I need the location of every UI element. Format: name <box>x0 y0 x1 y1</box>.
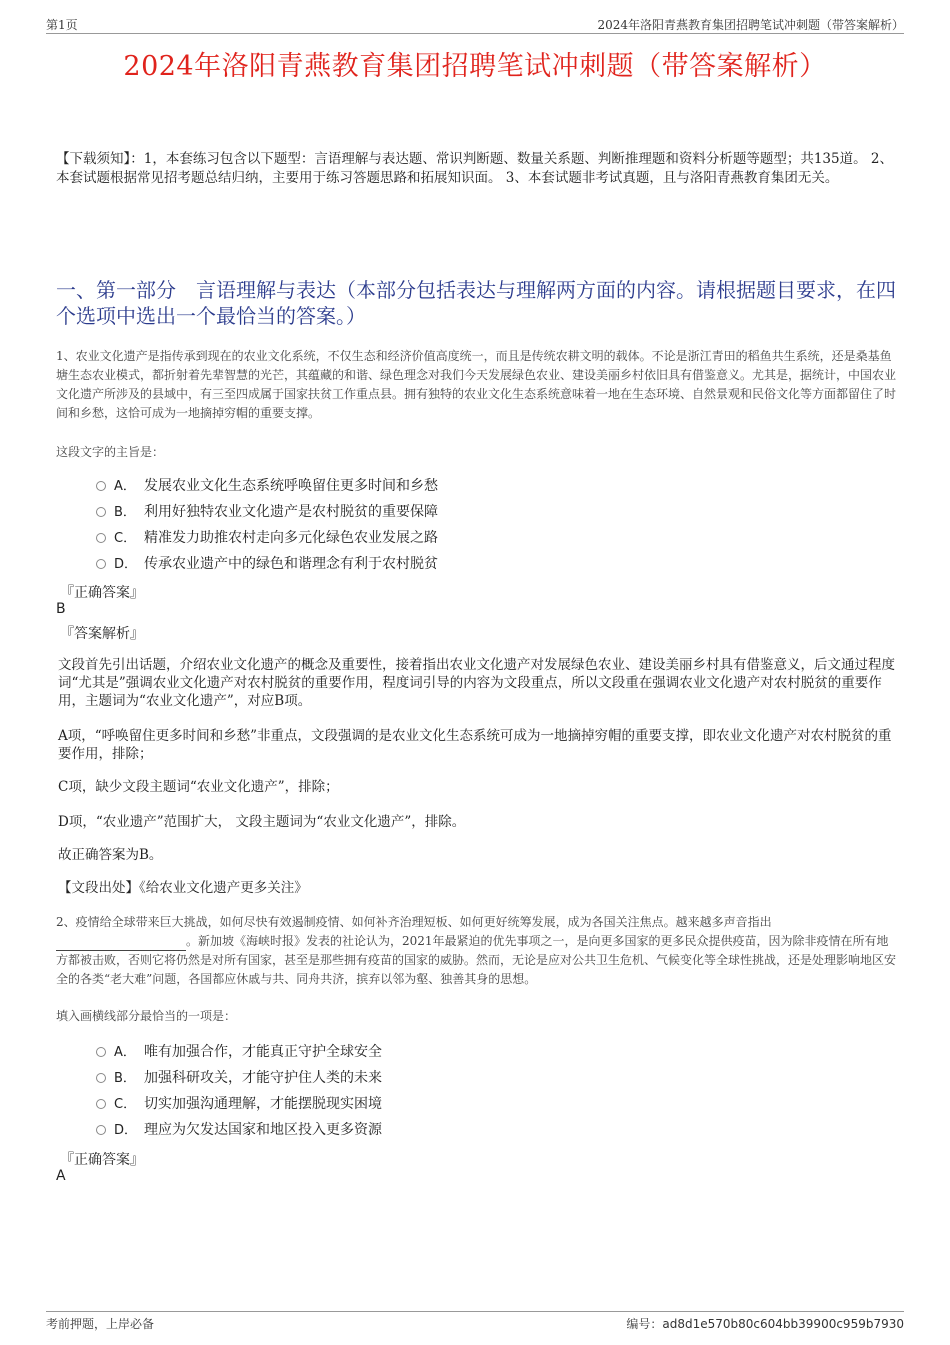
question-2-prompt: 填入画横线部分最恰当的一项是： <box>56 1009 237 1023</box>
analysis-paragraph: A项，“呼唤留住更多时间和乡愁”非重点，文段强调的是农业文化生态系统可成为一地摘掉穷帽的重要支撑，即农业文化遗产对农村脱贫的重要作用，排除； <box>58 728 892 762</box>
option-a[interactable]: A． 发展农业文化生态系统呼唤留住更多时间和乡愁 <box>96 473 856 499</box>
page-footer <box>46 1311 904 1331</box>
radio-icon[interactable] <box>96 559 106 569</box>
option-d[interactable]: D． 理应为欠发达国家和地区投入更多资源 <box>96 1117 856 1143</box>
analysis-label: 『答案解析』 <box>60 626 144 642</box>
analysis-paragraph: D项，“农业遗产”范围扩大， 文段主题词为“农业文化遗产”，排除。 <box>58 814 466 830</box>
radio-icon[interactable] <box>96 1099 106 1109</box>
question-2-text: 2、疫情给全球带来巨大挑战，如何尽快有效遏制疫情、如何补齐治理短板、如何更好统筹发展，成为各国关注焦点。越来越多声音指出 。新加坡《海峡时报》发表的社论认为，2021年最紧迫的优先事项之一，是向更多国家的更多民众提供疫苗，因为除非疫情在所有地方都被击败，否则它将仍然是对所有国家，甚至是那些拥有疫苗的国家的威胁。然而，无论是应对公共卫生危机、气候变化等全球性挑战，还是处理影响地区安全的各类“老大难”问题，各国都应休戚与共、同舟共济，摈弃以邻为壑、独善其身的思想。 <box>56 915 897 986</box>
radio-icon[interactable] <box>96 1125 106 1135</box>
source-citation: 【文段出处】《给农业文化遗产更多关注》 <box>58 880 308 896</box>
footer-slogan: 考前押题，上岸必备 <box>46 1317 155 1331</box>
radio-icon[interactable] <box>96 481 106 491</box>
page-header <box>46 14 904 34</box>
analysis-paragraph: C项，缺少文段主题词“农业文化遗产”，排除； <box>58 779 339 795</box>
download-notice: 【下载须知】：1，本套练习包含以下题型：言语理解与表达题、常识判断题、数量关系题、判断推理题和资料分析题等题型；共135道。 2、本套试题根据常见招考题总结归纳，主要用于练习答题思路和拓展知识面。 3、本套试题非考试真题，且与洛阳青燕教育集团无关。 <box>56 151 893 186</box>
option-b[interactable]: B． 加强科研攻关，才能守护住人类的未来 <box>96 1065 856 1091</box>
question-2-options <box>96 1039 856 1143</box>
radio-icon[interactable] <box>96 507 106 517</box>
option-b[interactable]: B． 利用好独特农业文化遗产是农村脱贫的重要保障 <box>96 499 856 525</box>
option-c[interactable]: C． 精准发力助推农村走向多元化绿色农业发展之路 <box>96 525 856 551</box>
option-a[interactable]: A． 唯有加强合作，才能真正守护全球安全 <box>96 1039 856 1065</box>
option-d[interactable]: D． 传承农业遗产中的绿色和谐理念有利于农村脱贫 <box>96 551 856 577</box>
answer-label: 『正确答案』 <box>60 585 144 601</box>
doc-title: 2024年洛阳青燕教育集团招聘笔试冲刺题（带答案解析） <box>123 51 827 82</box>
page-number: 第1页 <box>46 18 78 32</box>
fill-blank <box>56 938 186 951</box>
question-1-text: 1、农业文化遗产是指传承到现在的农业文化系统，不仅生态和经济价值高度统一，而且是传统农耕文明的载体。不论是浙江青田的稻鱼共生系统，还是桑基鱼塘生态农业模式，都折射着先辈智慧的光芒，其蕴藏的和谐、绿色理念对我们今天发展绿色农业、建设美丽乡村依旧具有借鉴意义。尤其是，据统计，中国农业文化遗产所涉及的县域中，有三至四成属于国家扶贫工作重点县。拥有独特的农业文化生态系统意味着一地在生态环境、自然景观和民俗文化等方面都留住了时间和乡愁，这恰可成为一地摘掉穷帽的重要支撑。 <box>56 349 897 420</box>
radio-icon[interactable] <box>96 1073 106 1083</box>
header-doc-title: 2024年洛阳青燕教育集团招聘笔试冲刺题（带答案解析） <box>597 18 904 32</box>
question-1-options <box>96 473 856 577</box>
analysis-paragraph: 文段首先引出话题，介绍农业文化遗产的概念及重要性，接着指出农业文化遗产对发展绿色农业、建设美丽乡村具有借鉴意义，后文通过程度词“尤其是”强调农业文化遗产对农村脱贫的重要作用，程度词引导的内容为文段重点，所以文段重在强调农业文化遗产对农村脱贫的重要作用，主题词为“农业文化遗产”，对应B项。 <box>58 657 895 709</box>
radio-icon[interactable] <box>96 1047 106 1057</box>
option-c[interactable]: C． 切实加强沟通理解，才能摆脱现实困境 <box>96 1091 856 1117</box>
doc-id: 编号：ad8d1e570b80c604bb39900c959b7930 <box>626 1317 904 1331</box>
analysis-conclusion: 故正确答案为B。 <box>58 847 163 863</box>
question-1-prompt: 这段文字的主旨是： <box>56 445 165 459</box>
answer-label: 『正确答案』 <box>60 1152 144 1168</box>
answer-value: B <box>56 601 66 617</box>
answer-value: A <box>56 1168 66 1184</box>
radio-icon[interactable] <box>96 533 106 543</box>
section-heading: 一、第一部分 言语理解与表达（本部分包括表达与理解两方面的内容。请根据题目要求，在四个选项中选出一个最恰当的答案。） <box>56 278 896 328</box>
